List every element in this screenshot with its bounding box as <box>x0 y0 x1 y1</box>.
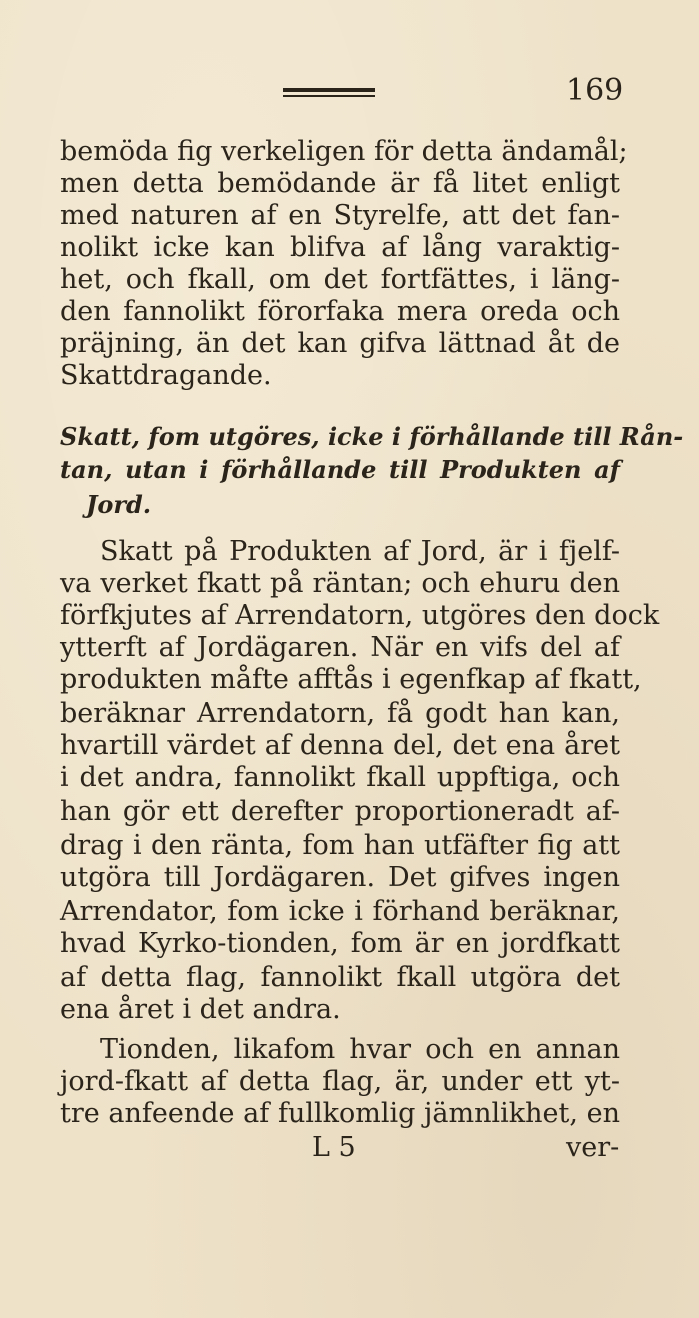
text-line: va verket fkatt på räntan; och ehuru den <box>60 568 620 599</box>
text-line: Tionden, likafom hvar och en annan <box>100 1034 620 1065</box>
text-line: het, och fkall, om det fortfättes, i läng- <box>60 264 620 295</box>
catchword: ver- <box>566 1132 620 1163</box>
text-line: hvartill värdet af denna del, det ena året <box>60 730 620 761</box>
text-line: förfkjutes af Arrendatorn, utgöres den dock <box>60 600 660 631</box>
text-line: men detta bemödande är få litet enligt <box>60 168 620 199</box>
text-line: af detta flag, fannolikt fkall utgöra det <box>60 962 620 993</box>
text-line: jord-fkatt af detta flag, är, under ett yt- <box>60 1066 620 1097</box>
text-line: beräknar Arrendatorn, få godt han kan, <box>60 698 620 729</box>
text-line: Skatt på Produkten af Jord, är i fjelf- <box>100 536 620 567</box>
text-line: tre anfeende af fullkomlig jämnlikhet, en <box>60 1098 620 1129</box>
heading-line: Skatt, fom utgöres, icke i förhållande till Rån- <box>60 422 684 451</box>
text-line: Arrendator, fom icke i förhand beräknar, <box>60 896 620 927</box>
text-line: ytterft af Jordägaren. När en vifs del af <box>60 632 620 663</box>
text-line: nolikt icke kan blifva af lång varaktig- <box>60 232 620 263</box>
text-line: produkten måfte afftås i egenfkap af fkatt, <box>60 664 642 695</box>
text-line: han gör ett derefter proportioneradt af- <box>60 796 620 827</box>
header-rule <box>283 88 375 97</box>
text-line: präjning, än det kan gifva lättnad åt de <box>60 328 620 359</box>
text-line: i det andra, fannolikt fkall uppftiga, och <box>60 762 620 793</box>
text-line: drag i den ränta, fom han utfäfter fig att <box>60 830 620 861</box>
text-line: bemöda fig verkeligen för detta ändamål; <box>60 136 628 167</box>
text-line: Skattdragande. <box>60 360 272 391</box>
text-line: med naturen af en Styrelfe, att det fan- <box>60 200 620 231</box>
text-line: utgöra till Jordägaren. Det gifves ingen <box>60 862 620 893</box>
page-number: 169 <box>566 73 624 108</box>
signature-mark: L 5 <box>312 1132 356 1163</box>
heading-line: tan, utan i förhållande till Produkten af <box>60 455 620 484</box>
heading-line: Jord. <box>86 490 152 519</box>
text-line: den fannolikt förorfaka mera oreda och <box>60 296 620 327</box>
text-line: ena året i det andra. <box>60 994 341 1025</box>
text-line: hvad Kyrko-tionden, fom är en jordfkatt <box>60 928 620 959</box>
